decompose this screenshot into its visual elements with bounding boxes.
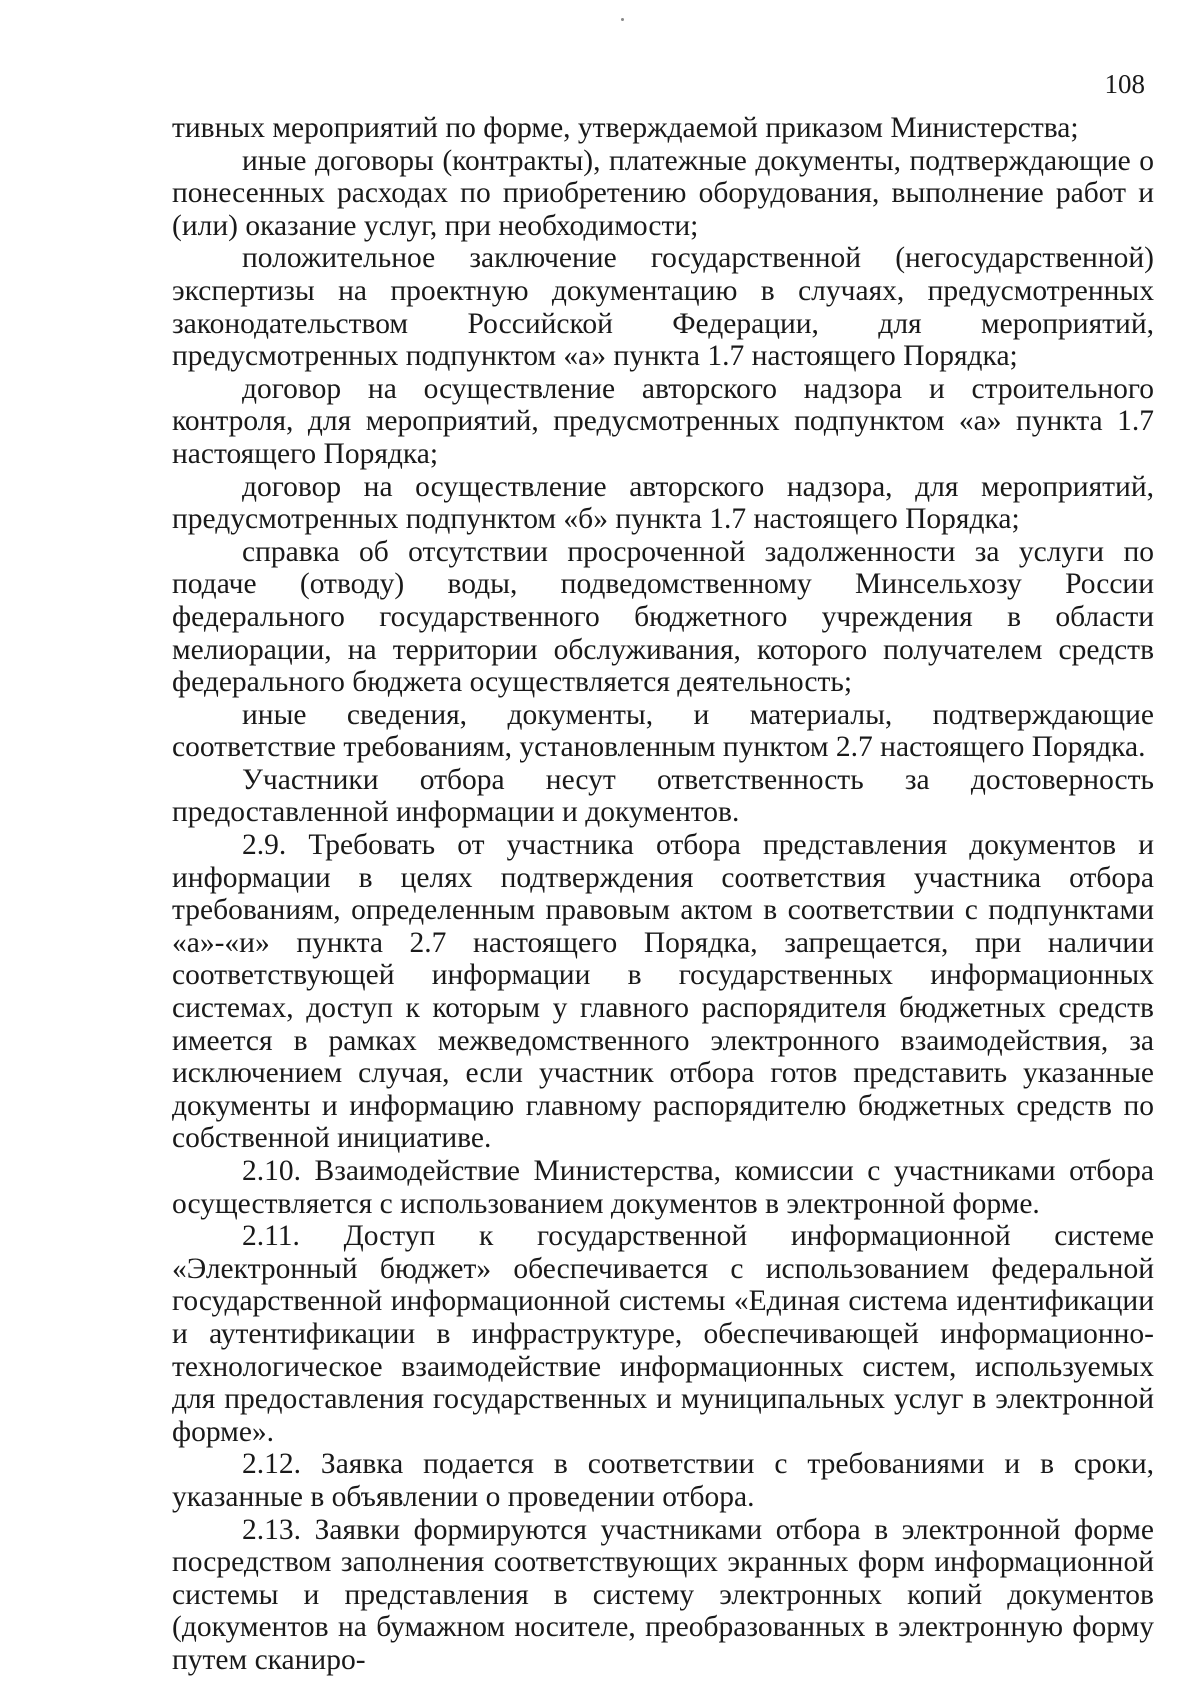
- paragraph-expert-conclusion: положительное заключение государственной (негосударственной) экспертизы на проектную документацию в случаях, предусмотренных законодательством Российской Федерации, для мероприятий, предусмотренных подпунктом «а» пункта 1.7 настоящего Порядка;: [172, 242, 1154, 373]
- paragraph-2-11: 2.11. Доступ к государственной информационной системе «Электронный бюджет» обеспечивается с использованием федеральной государственной информационной системы «Единая система идентификации и аутентификации в инфраструктуре, обеспечивающей информационно-технологическое взаимодействие информационных систем, используемых для предоставления государственных и муниципальных услуг в электронной форме».: [172, 1220, 1154, 1448]
- paragraph-supervision-contract-a: договор на осуществление авторского надзора и строительного контроля, для мероприятий, предусмотренных подпунктом «а» пункта 1.7 настоящего Порядка;: [172, 372, 1154, 470]
- page-number: 108: [1104, 69, 1145, 99]
- scan-speck: [621, 18, 624, 21]
- paragraph-2-13: 2.13. Заявки формируются участниками отбора в электронной форме посредством заполнения соответствующих экранных форм информационной системы и представления в систему электронных копий документов (документов на бумажном носителе, преобразованных в электронную форму путем сканиро-: [172, 1513, 1154, 1676]
- paragraph-2-10: 2.10. Взаимодействие Министерства, комиссии с участниками отбора осуществляется с использованием документов в электронной форме.: [172, 1155, 1154, 1220]
- paragraph-2-12: 2.12. Заявка подается в соответствии с требованиями и в сроки, указанные в объявлении о проведении отбора.: [172, 1448, 1154, 1513]
- paragraph-other-contracts: иные договоры (контракты), платежные документы, подтверждающие о понесенных расходах по приобретению оборудования, выполнение работ и (или) оказание услуг, при необходимости;: [172, 144, 1154, 242]
- paragraph-2-9: 2.9. Требовать от участника отбора представления документов и информации в целях подтверждения соответствия участника отбора требованиям, определенным правовым актом в соответствии с подпунктами «а»-«и» пункта 2.7 настоящего Порядка, запрещается, при наличии соответствующей информации в государственных информационных системах, доступ к которым у главного распорядителя бюджетных средств имеется в рамках межведомственного электронного взаимодействия, за исключением случая, если участник отбора готов представить указанные документы и информацию главному распорядителю бюджетных средств по собственной инициативе.: [172, 829, 1154, 1155]
- paragraph-debt-certificate: справка об отсутствии просроченной задолженности за услуги по подаче (отводу) воды, подведомственному Минсельхозу России федерального государственного бюджетного учреждения в области мелиорации, на территории обслуживания, которого получателем средств федерального бюджета осуществляется деятельность;: [172, 535, 1154, 699]
- body-text: [172, 112, 1154, 1677]
- paragraph-responsibility: Участники отбора несут ответственность за достоверность предоставленной информации и документов.: [172, 763, 1154, 829]
- paragraph-other-info: иные сведения, документы, и материалы, подтверждающие соответствие требованиям, установленным пунктом 2.7 настоящего Порядка.: [172, 698, 1154, 764]
- paragraph-continuation: тивных мероприятий по форме, утверждаемой приказом Министерства;: [172, 112, 1079, 144]
- paragraph-supervision-contract-b: договор на осуществление авторского надзора, для мероприятий, предусмотренных подпунктом «б» пункта 1.7 настоящего Порядка;: [172, 470, 1154, 536]
